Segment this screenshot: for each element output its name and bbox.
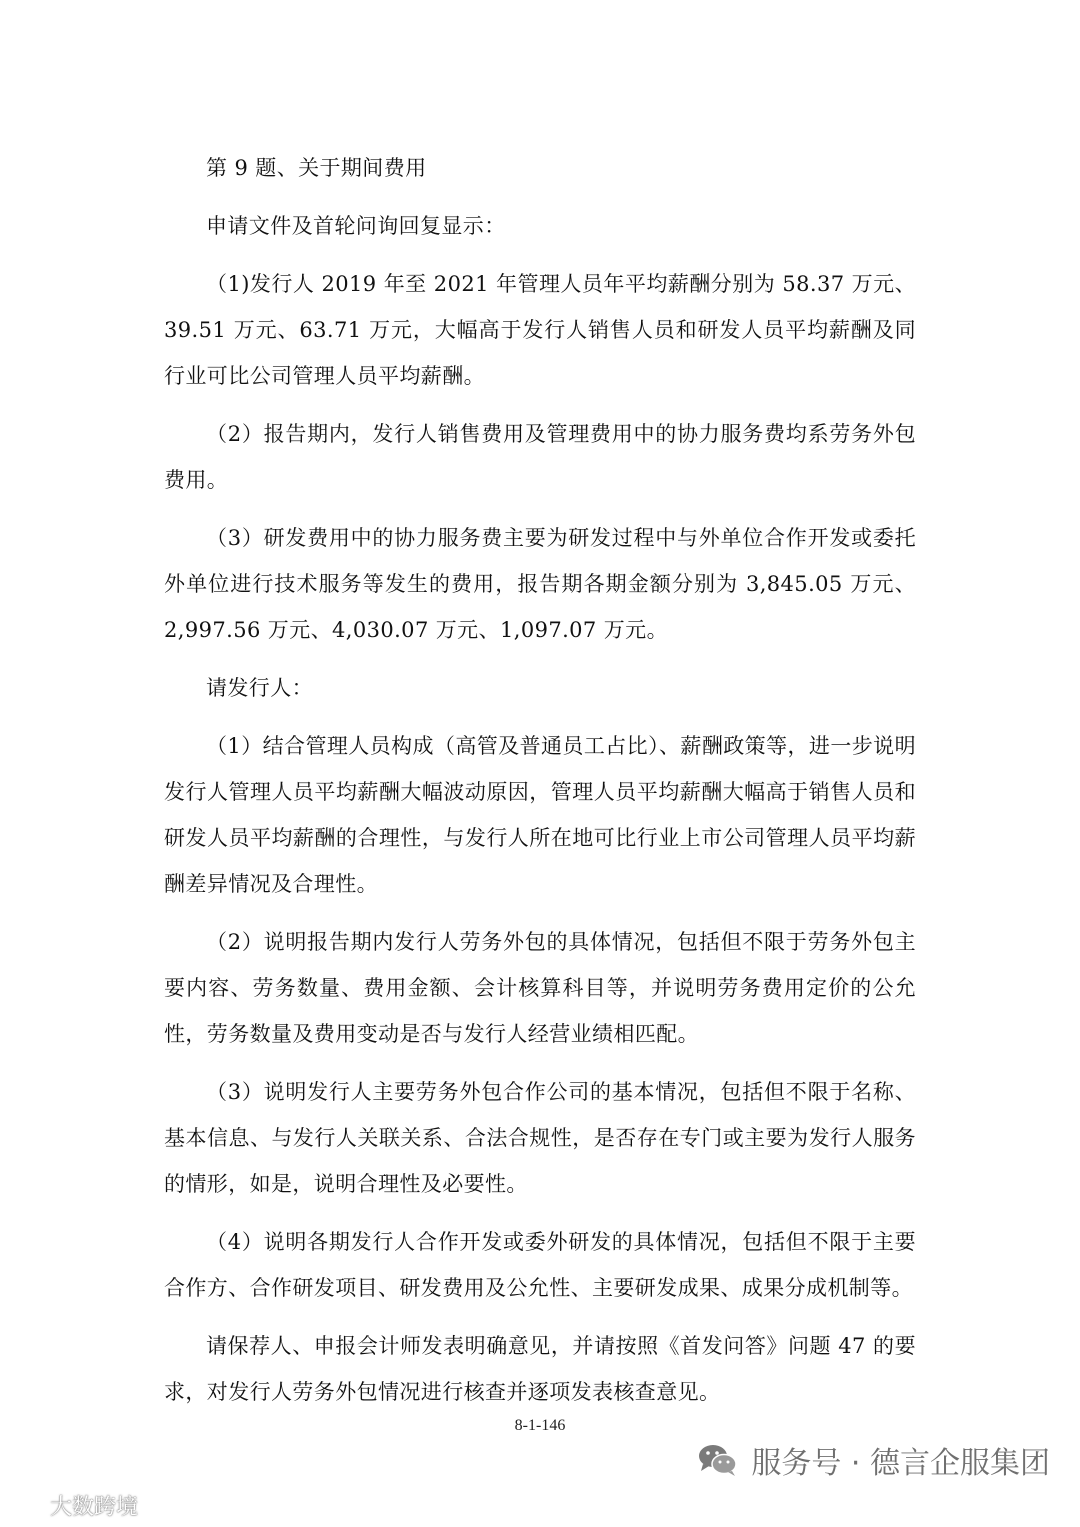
request-item-2: （2）说明报告期内发行人劳务外包的具体情况，包括但不限于劳务外包主要内容、劳务数量、费用金额、会计核算科目等，并说明劳务费用定价的公允性，劳务数量及费用变动是否与发行人经营业绩相匹配。 xyxy=(164,930,916,1046)
wechat-icon xyxy=(697,1442,739,1478)
intro-paragraph: 申请文件及首轮问询回复显示： xyxy=(206,214,506,238)
document-body xyxy=(164,145,916,1427)
closing-paragraph: 请保荐人、申报会计师发表明确意见，并请按照《首发问答》问题 47 的要求，对发行人劳务外包情况进行核查并逐项发表核查意见。 xyxy=(164,1334,916,1404)
watermark-right-text: 服务号 · 德言企服集团 xyxy=(751,1446,1050,1481)
page-number: 8-1-146 xyxy=(514,1417,566,1434)
request-item-3: （3）说明发行人主要劳务外包合作公司的基本情况，包括但不限于名称、基本信息、与发行人关联关系、合法合规性，是否存在专门或主要为发行人服务的情形，如是，说明合理性及必要性。 xyxy=(164,1080,916,1196)
watermark-right xyxy=(697,1438,1050,1482)
request-heading: 请发行人： xyxy=(206,676,313,700)
fact-paragraph-1: （1)发行人 2019 年至 2021 年管理人员年平均薪酬分别为 58.37 万元、39.51 万元、63.71 万元，大幅高于发行人销售人员和研发人员平均薪酬及同行业可比公司管理人员平均薪酬。 xyxy=(164,272,916,388)
question-heading: 第 9 题、关于期间费用 xyxy=(206,156,427,180)
weibo-icon xyxy=(4,1493,44,1519)
fact-paragraph-3: （3）研发费用中的协力服务费主要为研发过程中与外单位合作开发或委托外单位进行技术服务等发生的费用，报告期各期金额分别为 3,845.05 万元、2,997.56 万元、4,030.07 万元、1,097.07 万元。 xyxy=(164,526,916,642)
fact-paragraph-2: （2）报告期内，发行人销售费用及管理费用中的协力服务费均系劳务外包费用。 xyxy=(164,422,916,492)
request-item-4: （4）说明各期发行人合作开发或委外研发的具体情况，包括但不限于主要合作方、合作研发项目、研发费用及公允性、主要研发成果、成果分成机制等。 xyxy=(164,1230,916,1300)
watermark-left xyxy=(4,1490,138,1521)
request-item-1: （1）结合管理人员构成（高管及普通员工占比）、薪酬政策等，进一步说明发行人管理人员平均薪酬大幅波动原因，管理人员平均薪酬大幅高于销售人员和研发人员平均薪酬的合理性，与发行人所在地可比行业上市公司管理人员平均薪酬差异情况及合理性。 xyxy=(164,734,916,896)
watermark-left-text: 大数跨境 xyxy=(50,1495,139,1520)
